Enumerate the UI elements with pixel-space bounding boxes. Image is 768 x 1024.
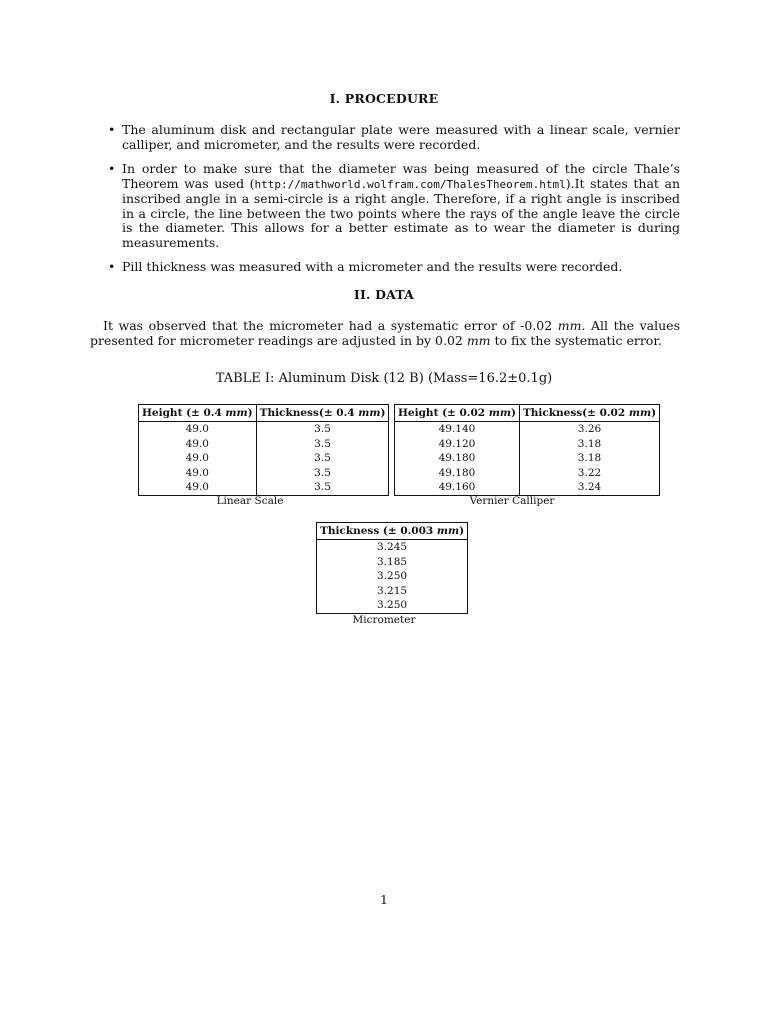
table-row <box>317 555 468 570</box>
table-cell: 49.140 <box>395 422 520 437</box>
table-cell: 3.5 <box>256 466 389 481</box>
table-cell: 3.5 <box>256 451 389 466</box>
table-cell: 3.250 <box>317 598 468 613</box>
paragraph-text-3: to fix the systematic error. <box>490 332 662 348</box>
column-header-height: Height (± 0.4 mm) <box>139 405 257 422</box>
procedure-list <box>106 123 680 285</box>
table-cell: 49.180 <box>395 451 520 466</box>
linear-scale-caption: Linear Scale <box>216 495 284 507</box>
table-header-row <box>317 523 468 540</box>
table-cell: 3.18 <box>519 437 659 452</box>
table-cell: 3.26 <box>519 422 659 437</box>
table-cell: 49.180 <box>395 466 520 481</box>
paragraph-text-1: It was observed that the micrometer had a systematic error of -0.02 <box>103 317 558 333</box>
table-row <box>395 437 660 452</box>
unit-mm: mm <box>488 407 511 419</box>
procedure-item-2-text-before: In order to make sure that the diameter was being measured of the circle Thale’s Theorem was used ( <box>122 161 680 191</box>
table-cell: 3.5 <box>256 480 389 495</box>
paragraph-text-2: . All the values presented for micrometer readings are adjusted in by 0.02 <box>90 317 680 348</box>
table-cell: 49.120 <box>395 437 520 452</box>
procedure-item-1-text: The aluminum disk and rectangular plate were measured with a linear scale, vernier calliper, and micrometer, and the results were recorded. <box>122 122 680 152</box>
table-cell: 3.215 <box>317 584 468 599</box>
table-cell: 3.245 <box>317 540 468 555</box>
table-row <box>139 480 389 495</box>
bullet-icon: • <box>108 259 116 274</box>
table-row <box>317 584 468 599</box>
table-row <box>317 598 468 613</box>
table-cell: 49.0 <box>139 437 257 452</box>
table-cell: 3.24 <box>519 480 659 495</box>
column-header-thickness: Thickness(± 0.02 mm) <box>519 405 659 422</box>
unit-mm: mm <box>436 525 460 537</box>
table-row <box>139 451 389 466</box>
bullet-icon: • <box>108 161 116 176</box>
systematic-error-paragraph <box>90 318 680 348</box>
table-cell: 3.22 <box>519 466 659 481</box>
table-cell: 3.5 <box>256 422 389 437</box>
table-cell: 49.0 <box>139 480 257 495</box>
micrometer-table <box>316 522 468 614</box>
table-row <box>395 451 660 466</box>
table-cell: 3.185 <box>317 555 468 570</box>
unit-mm: mm <box>358 407 381 419</box>
thales-link[interactable]: http://mathworld.wolfram.com/ThalesTheorem.html <box>254 177 566 191</box>
table-header-row <box>395 405 660 422</box>
micrometer-caption: Micrometer <box>352 614 416 626</box>
column-header-thickness: Thickness (± 0.003 mm) <box>317 523 468 540</box>
table-row <box>317 569 468 584</box>
table-row <box>317 540 468 555</box>
table-row <box>395 480 660 495</box>
table-row <box>139 466 389 481</box>
table-row <box>395 422 660 437</box>
table-header-row <box>139 405 389 422</box>
table-row <box>139 422 389 437</box>
unit-mm: mm <box>628 407 652 419</box>
list-item <box>106 162 680 250</box>
table-cell: 49.0 <box>139 466 257 481</box>
unit-mm: mm <box>557 317 582 333</box>
unit-mm: mm <box>225 407 248 419</box>
unit-mm: mm <box>466 332 491 348</box>
table-cell: 49.0 <box>139 451 257 466</box>
list-item <box>106 260 680 275</box>
page-number: 1 <box>380 892 388 907</box>
table-row <box>395 466 660 481</box>
column-header-thickness: Thickness(± 0.4 mm) <box>256 405 389 422</box>
vernier-calliper-table <box>394 404 660 496</box>
table-cell: 3.18 <box>519 451 659 466</box>
table-cell: 3.250 <box>317 569 468 584</box>
table-caption: TABLE I: Aluminum Disk (12 B) (Mass=16.2±0.1g) <box>215 371 553 386</box>
list-item <box>106 123 680 152</box>
column-header-height: Height (± 0.02 mm) <box>395 405 520 422</box>
linear-scale-table <box>138 404 389 496</box>
procedure-heading: I. PROCEDURE <box>329 91 439 106</box>
table-row <box>139 437 389 452</box>
vernier-calliper-caption: Vernier Calliper <box>469 495 555 507</box>
data-heading: II. DATA <box>353 287 415 302</box>
procedure-item-3-text: Pill thickness was measured with a micrometer and the results were recorded. <box>122 259 623 274</box>
procedure-item-2-text-after: ).It states that an inscribed angle in a semi-circle is a right angle. Therefore, if a right angle is inscribed in a circle, the line between the two points where the rays of the angle leave the circle is the diameter. This allows for a better estimate as to wear the diameter is during measurements. <box>122 175 681 250</box>
bullet-icon: • <box>108 122 116 137</box>
table-cell: 49.160 <box>395 480 520 495</box>
table-cell: 3.5 <box>256 437 389 452</box>
table-cell: 49.0 <box>139 422 257 437</box>
